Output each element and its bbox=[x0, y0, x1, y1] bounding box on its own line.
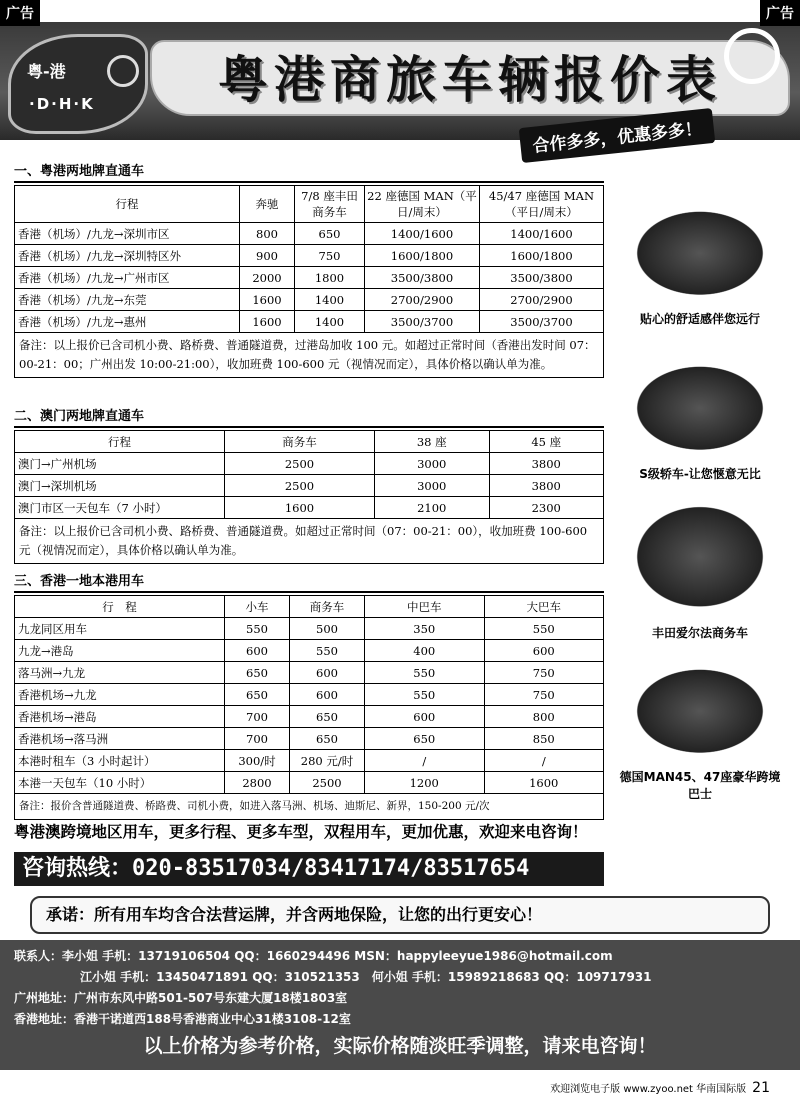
table-cell: 3800 bbox=[489, 453, 604, 475]
table-cell: 550 bbox=[290, 640, 365, 662]
price-disclaimer: 以上价格为参考价格，实际价格随淡旺季调整，请来电咨询！ bbox=[143, 1035, 657, 1057]
table-cell: 香港（机场）/九龙→惠州 bbox=[15, 311, 240, 333]
column-header: 行 程 bbox=[15, 596, 225, 618]
table-cell: 3500/3700 bbox=[479, 311, 603, 333]
table-cell: 2500 bbox=[290, 772, 365, 794]
table-row bbox=[15, 267, 604, 289]
table-cell: 3500/3700 bbox=[365, 311, 480, 333]
table-cell: 1600/1800 bbox=[365, 245, 480, 267]
page-number: 21 bbox=[752, 1080, 770, 1096]
table-cell: 900 bbox=[240, 245, 295, 267]
table-cell: 750 bbox=[484, 684, 604, 706]
table-row bbox=[15, 618, 604, 640]
table-cell: 1400 bbox=[295, 311, 365, 333]
table-cell: 1600/1800 bbox=[479, 245, 603, 267]
table-cell: 1600 bbox=[240, 311, 295, 333]
address-guangzhou: 广州地址：广州市东风中路501-507号东建大厦18楼1803室 bbox=[14, 991, 348, 1005]
table-cell: 600 bbox=[225, 640, 290, 662]
table-cell: 800 bbox=[240, 223, 295, 245]
table-cell: 1800 bbox=[295, 267, 365, 289]
ad-label-left: 广告 bbox=[0, 0, 40, 26]
column-header: 小车 bbox=[225, 596, 290, 618]
car-caption: 德国MAN45、47座豪华跨境巴士 bbox=[619, 770, 781, 801]
table-cell: 2700/2900 bbox=[365, 289, 480, 311]
table-row bbox=[15, 497, 604, 519]
table-cell: 3500/3800 bbox=[365, 267, 480, 289]
ad-label-right: 广告 bbox=[760, 0, 800, 26]
table-cell: 500 bbox=[290, 618, 365, 640]
table-cell: 香港（机场）/九龙→深圳市区 bbox=[15, 223, 240, 245]
table-cell: 香港（机场）/九龙→广州市区 bbox=[15, 267, 240, 289]
contact-line: 联系人：李小姐 手机：13719106504 QQ：1660294496 MSN：happyleeyue1986@hotmail.com bbox=[14, 949, 613, 963]
table-row bbox=[15, 223, 604, 245]
column-header: 商务车 bbox=[225, 431, 375, 453]
table-cell: 3800 bbox=[489, 475, 604, 497]
table-cell: / bbox=[484, 750, 604, 772]
table-cell: 600 bbox=[290, 662, 365, 684]
table-cell: 2300 bbox=[489, 497, 604, 519]
table-cell: 澳门市区一天包车（7 小时） bbox=[15, 497, 225, 519]
table-cell: 澳门→深圳机场 bbox=[15, 475, 225, 497]
price-table bbox=[14, 185, 604, 333]
table-cell: 550 bbox=[365, 684, 485, 706]
car-caption: 丰田爱尔法商务车 bbox=[651, 626, 748, 640]
table-cell: 3000 bbox=[375, 453, 490, 475]
table-cell: 落马洲→九龙 bbox=[15, 662, 225, 684]
table-cell: 九龙同区用车 bbox=[15, 618, 225, 640]
column-header: 38 座 bbox=[375, 431, 490, 453]
table-cell: 3500/3800 bbox=[479, 267, 603, 289]
table-cell: 750 bbox=[295, 245, 365, 267]
mpv-image bbox=[620, 505, 780, 620]
table-note: 备注：以上报价已含司机小费、路桥费、普通隧道费。如超过正常时间（07：00-21：00），收加班费 100-600 元（视情况而定），具体价格以确认单为准。 bbox=[14, 519, 604, 564]
steering-wheel-icon bbox=[107, 55, 139, 87]
table-cell: 香港机场→落马洲 bbox=[15, 728, 225, 750]
table-cell: 澳门→广州机场 bbox=[15, 453, 225, 475]
table-cell: 550 bbox=[365, 662, 485, 684]
column-header: 22 座德国 MAN（平日/周末） bbox=[365, 186, 480, 223]
column-header: 大巴车 bbox=[484, 596, 604, 618]
table-cell: 1400/1600 bbox=[479, 223, 603, 245]
logo-text-top: 粤-港 bbox=[27, 62, 66, 81]
column-header: 奔驰 bbox=[240, 186, 295, 223]
table-cell: 本港时租车（3 小时起计） bbox=[15, 750, 225, 772]
table-cell: 1400 bbox=[295, 289, 365, 311]
table-cell: 香港（机场）/九龙→东莞 bbox=[15, 289, 240, 311]
table-row bbox=[15, 289, 604, 311]
table-row bbox=[15, 662, 604, 684]
table-header-row bbox=[15, 186, 604, 223]
bus-image bbox=[620, 668, 780, 764]
section-title: 三、香港一地本港用车 bbox=[14, 570, 604, 593]
car-caption: 贴心的舒适感伴您远行 bbox=[639, 312, 760, 326]
logo-text-bottom: ·D·H·K bbox=[29, 95, 95, 113]
column-header: 45/47 座德国 MAN（平日/周末） bbox=[479, 186, 603, 223]
footer-text: 欢迎浏览电子版 www.zyoo.net 华南国际版 bbox=[550, 1084, 747, 1095]
section-title: 一、粤港两地牌直通车 bbox=[14, 160, 604, 183]
table-cell: 300/时 bbox=[225, 750, 290, 772]
table-body bbox=[15, 618, 604, 794]
table-row bbox=[15, 475, 604, 497]
section-cross-border-macau bbox=[14, 405, 604, 564]
table-cell: 香港机场→九龙 bbox=[15, 684, 225, 706]
table-row bbox=[15, 245, 604, 267]
table-row bbox=[15, 772, 604, 794]
table-cell: 1600 bbox=[240, 289, 295, 311]
car-card bbox=[614, 210, 786, 327]
table-row bbox=[15, 684, 604, 706]
table-cell: 650 bbox=[225, 684, 290, 706]
table-note: 备注：以上报价已含司机小费、路桥费、普通隧道费，过港岛加收 100 元。如超过正常时间（香港出发时间 07：00-21：00；广州出发 10:00-21:00），收加班费 100-600 元（视情况而定），具体价格以确认单为准。 bbox=[14, 333, 604, 378]
table-row bbox=[15, 728, 604, 750]
column-header: 45 座 bbox=[489, 431, 604, 453]
table-cell: 800 bbox=[484, 706, 604, 728]
contact-line: 江小姐 手机：13450471891 QQ：310521353 何小姐 手机：15989218683 QQ：109717931 bbox=[80, 970, 652, 984]
table-cell: 650 bbox=[295, 223, 365, 245]
table-cell: 400 bbox=[365, 640, 485, 662]
table-cell: 1600 bbox=[225, 497, 375, 519]
table-body bbox=[15, 223, 604, 333]
table-cell: 350 bbox=[365, 618, 485, 640]
table-cell: 750 bbox=[484, 662, 604, 684]
section-hk-local bbox=[14, 570, 604, 820]
table-cell: / bbox=[365, 750, 485, 772]
table-cell: 600 bbox=[365, 706, 485, 728]
section-cross-border-gd-hk bbox=[14, 160, 604, 378]
table-cell: 650 bbox=[290, 728, 365, 750]
company-logo bbox=[8, 34, 148, 134]
table-cell: 2700/2900 bbox=[479, 289, 603, 311]
s-class-image bbox=[620, 365, 780, 461]
column-header: 行程 bbox=[15, 431, 225, 453]
table-header-row bbox=[15, 596, 604, 618]
promise-scroll: 承诺：所有用车均含合法营运牌，并含两地保险，让您的出行更安心！ bbox=[30, 896, 770, 934]
table-cell: 280 元/时 bbox=[290, 750, 365, 772]
table-cell: 3000 bbox=[375, 475, 490, 497]
table-row bbox=[15, 706, 604, 728]
table-cell: 香港机场→港岛 bbox=[15, 706, 225, 728]
column-header: 7/8 座丰田商务车 bbox=[295, 186, 365, 223]
table-cell: 600 bbox=[290, 684, 365, 706]
page-title: 粤港商旅车辆报价表 bbox=[150, 40, 790, 116]
price-table bbox=[14, 595, 604, 794]
car-card bbox=[614, 505, 786, 641]
column-header: 中巴车 bbox=[365, 596, 485, 618]
table-cell: 650 bbox=[290, 706, 365, 728]
table-cell: 2100 bbox=[375, 497, 490, 519]
table-cell: 2000 bbox=[240, 267, 295, 289]
slogan-badge: 合作多多，优惠多多！ bbox=[519, 108, 716, 163]
car-caption: S级轿车-让您惬意无比 bbox=[639, 467, 761, 481]
price-table bbox=[14, 430, 604, 519]
table-row bbox=[15, 640, 604, 662]
table-cell: 550 bbox=[225, 618, 290, 640]
sedan-image bbox=[620, 210, 780, 306]
table-cell: 650 bbox=[365, 728, 485, 750]
promo-text: 粤港澳跨境地区用车，更多行程、更多车型，双程用车，更加优惠，欢迎来电咨询！ bbox=[14, 823, 588, 841]
column-header: 商务车 bbox=[290, 596, 365, 618]
hotline-bar: 咨询热线：020-83517034/83417174/83517654 bbox=[14, 852, 604, 886]
table-cell: 850 bbox=[484, 728, 604, 750]
table-cell: 本港一天包车（10 小时） bbox=[15, 772, 225, 794]
table-cell: 2800 bbox=[225, 772, 290, 794]
contact-block bbox=[0, 940, 800, 1070]
table-row bbox=[15, 311, 604, 333]
table-cell: 2500 bbox=[225, 453, 375, 475]
page-footer bbox=[0, 1076, 800, 1100]
section-title: 二、澳门两地牌直通车 bbox=[14, 405, 604, 428]
column-header: 行程 bbox=[15, 186, 240, 223]
table-header-row bbox=[15, 431, 604, 453]
table-cell: 650 bbox=[225, 662, 290, 684]
table-cell: 600 bbox=[484, 640, 604, 662]
car-card bbox=[614, 365, 786, 482]
table-cell: 700 bbox=[225, 728, 290, 750]
table-note: 备注：报价含普通隧道费、桥路费、司机小费，如进入落马洲、机场、迪斯尼、新界，150-200 元/次 bbox=[14, 794, 604, 820]
address-hongkong: 香港地址：香港干诺道西188号香港商业中心31楼3108-12室 bbox=[14, 1012, 351, 1026]
table-cell: 1400/1600 bbox=[365, 223, 480, 245]
table-cell: 700 bbox=[225, 706, 290, 728]
car-card bbox=[614, 668, 786, 802]
table-cell: 香港（机场）/九龙→深圳特区外 bbox=[15, 245, 240, 267]
table-cell: 1600 bbox=[484, 772, 604, 794]
table-cell: 九龙→港岛 bbox=[15, 640, 225, 662]
table-row bbox=[15, 453, 604, 475]
table-cell: 1200 bbox=[365, 772, 485, 794]
table-cell: 550 bbox=[484, 618, 604, 640]
table-body bbox=[15, 453, 604, 519]
table-row bbox=[15, 750, 604, 772]
table-cell: 2500 bbox=[225, 475, 375, 497]
ring-decoration bbox=[724, 28, 780, 84]
